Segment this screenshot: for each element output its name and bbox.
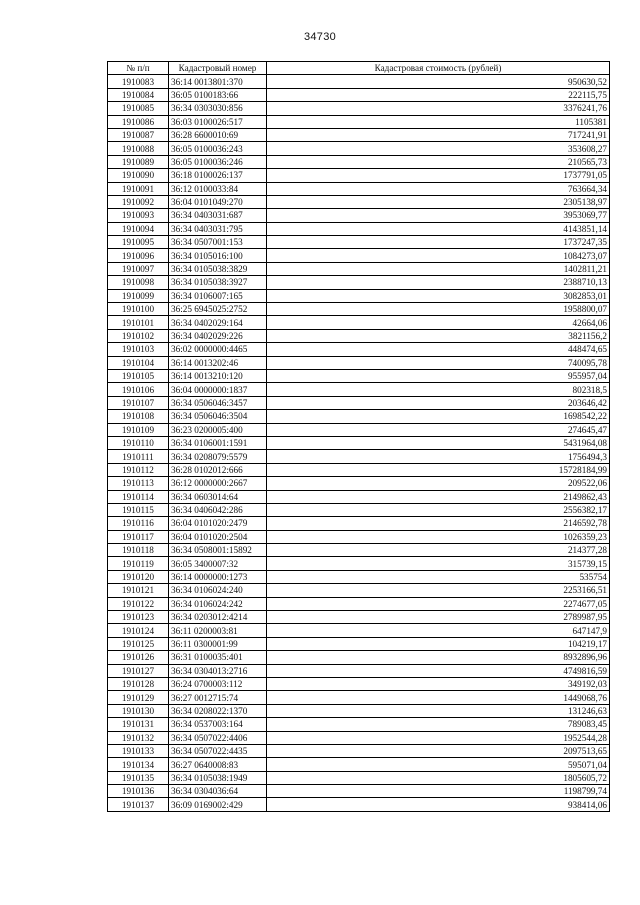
cadastral-value-cell: 2097513,65: [267, 744, 610, 757]
cadastral-value-cell: 315739,15: [267, 557, 610, 570]
row-number-cell: 1910110: [108, 436, 169, 449]
table-row: [108, 704, 610, 717]
row-number-cell: 1910089: [108, 155, 169, 168]
cadastral-value-cell: 1084273,07: [267, 249, 610, 262]
cadastral-number-cell: 36:34 0304036:64: [169, 785, 267, 798]
table-row: [108, 303, 610, 316]
row-number-cell: 1910103: [108, 343, 169, 356]
table-row: [108, 410, 610, 423]
row-number-cell: 1910128: [108, 677, 169, 690]
cadastral-value-cell: 1737791,05: [267, 169, 610, 182]
cadastral-value-cell: 209522,06: [267, 477, 610, 490]
cadastral-number-cell: 36:02 0000000:4465: [169, 343, 267, 356]
cadastral-value-cell: 717241,91: [267, 128, 610, 141]
cadastral-number-cell: 36:27 0012715:74: [169, 691, 267, 704]
cadastral-value-cell: 1026359,23: [267, 530, 610, 543]
row-number-cell: 1910116: [108, 517, 169, 530]
cadastral-number-cell: 36:24 0700003:112: [169, 677, 267, 690]
cadastral-number-cell: 36:14 0013801:370: [169, 75, 267, 88]
table-row: [108, 691, 610, 704]
cadastral-number-cell: 36:34 0403031:687: [169, 209, 267, 222]
row-number-cell: 1910111: [108, 450, 169, 463]
cadastral-number-cell: 36:04 0101020:2504: [169, 530, 267, 543]
table-row: [108, 155, 610, 168]
row-number-cell: 1910098: [108, 276, 169, 289]
table-row: [108, 209, 610, 222]
table-row: [108, 88, 610, 101]
row-number-cell: 1910118: [108, 544, 169, 557]
cadastral-value-cell: 2274677,05: [267, 597, 610, 610]
row-number-cell: 1910083: [108, 75, 169, 88]
row-number-cell: 1910122: [108, 597, 169, 610]
header-cadastral-number: Кадастровый номер: [169, 62, 267, 75]
cadastral-value-cell: 955957,04: [267, 369, 610, 382]
cadastral-number-cell: 36:05 0100183:66: [169, 88, 267, 101]
row-number-cell: 1910127: [108, 664, 169, 677]
table-row: [108, 758, 610, 771]
table-row: [108, 396, 610, 409]
cadastral-value-cell: 2556382,17: [267, 503, 610, 516]
row-number-cell: 1910096: [108, 249, 169, 262]
row-number-cell: 1910119: [108, 557, 169, 570]
table-row: [108, 316, 610, 329]
cadastral-value-cell: 131246,63: [267, 704, 610, 717]
row-number-cell: 1910085: [108, 102, 169, 115]
cadastral-number-cell: 36:34 0402029:164: [169, 316, 267, 329]
cadastral-value-cell: 2253166,51: [267, 584, 610, 597]
table-row: [108, 611, 610, 624]
row-number-cell: 1910088: [108, 142, 169, 155]
table-row: [108, 557, 610, 570]
cadastral-number-cell: 36:28 6600010:69: [169, 128, 267, 141]
table-row: [108, 423, 610, 436]
table-row: [108, 75, 610, 88]
row-number-cell: 1910097: [108, 262, 169, 275]
cadastral-value-cell: 104219,17: [267, 637, 610, 650]
cadastral-value-cell: 1756494,3: [267, 450, 610, 463]
cadastral-number-cell: 36:34 0105038:3829: [169, 262, 267, 275]
row-number-cell: 1910121: [108, 584, 169, 597]
cadastral-number-cell: 36:11 0200003:81: [169, 624, 267, 637]
cadastral-value-cell: 950630,52: [267, 75, 610, 88]
table-row: [108, 624, 610, 637]
cadastral-number-cell: 36:12 0000000:2667: [169, 477, 267, 490]
row-number-cell: 1910095: [108, 236, 169, 249]
cadastral-number-cell: 36:34 0105038:1949: [169, 771, 267, 784]
cadastral-number-cell: 36:04 0101049:270: [169, 195, 267, 208]
row-number-cell: 1910087: [108, 128, 169, 141]
row-number-cell: 1910109: [108, 423, 169, 436]
table-row: [108, 169, 610, 182]
table-row: [108, 249, 610, 262]
cadastral-value-cell: 42664,06: [267, 316, 610, 329]
cadastral-number-cell: 36:34 0106024:240: [169, 584, 267, 597]
table-row: [108, 236, 610, 249]
row-number-cell: 1910092: [108, 195, 169, 208]
row-number-cell: 1910125: [108, 637, 169, 650]
table-header-row: [108, 62, 610, 75]
cadastral-value-cell: 349192,03: [267, 677, 610, 690]
table-row: [108, 637, 610, 650]
cadastral-value-cell: 203646,42: [267, 396, 610, 409]
cadastral-value-cell: 214377,28: [267, 544, 610, 557]
table-row: [108, 463, 610, 476]
cadastral-number-cell: 36:34 0506046:3504: [169, 410, 267, 423]
table-row: [108, 450, 610, 463]
row-number-cell: 1910132: [108, 731, 169, 744]
row-number-cell: 1910123: [108, 611, 169, 624]
cadastral-number-cell: 36:34 0507022:4435: [169, 744, 267, 757]
cadastral-value-cell: 595071,04: [267, 758, 610, 771]
table-row: [108, 436, 610, 449]
row-number-cell: 1910107: [108, 396, 169, 409]
cadastral-value-cell: 802318,5: [267, 383, 610, 396]
cadastral-number-cell: 36:25 6945025:2752: [169, 303, 267, 316]
cadastral-value-cell: 1737247,35: [267, 236, 610, 249]
cadastral-value-cell: 1805605,72: [267, 771, 610, 784]
cadastral-number-cell: 36:18 0100026:137: [169, 169, 267, 182]
cadastral-number-cell: 36:34 0105016:100: [169, 249, 267, 262]
cadastral-value-cell: 1952544,28: [267, 731, 610, 744]
cadastral-value-cell: 353608,27: [267, 142, 610, 155]
row-number-cell: 1910133: [108, 744, 169, 757]
table-row: [108, 798, 610, 811]
cadastral-number-cell: 36:34 0508001:15892: [169, 544, 267, 557]
table-row: [108, 222, 610, 235]
cadastral-value-cell: 789083,45: [267, 718, 610, 731]
row-number-cell: 1910135: [108, 771, 169, 784]
cadastral-number-cell: 36:34 0603014:64: [169, 490, 267, 503]
table-row: [108, 195, 610, 208]
row-number-cell: 1910084: [108, 88, 169, 101]
cadastral-number-cell: 36:28 0102012:666: [169, 463, 267, 476]
row-number-cell: 1910093: [108, 209, 169, 222]
row-number-cell: 1910086: [108, 115, 169, 128]
row-number-cell: 1910120: [108, 570, 169, 583]
page-number: 34730: [303, 31, 337, 43]
cadastral-value-cell: 4143851,14: [267, 222, 610, 235]
cadastral-number-cell: 36:34 0406042:286: [169, 503, 267, 516]
cadastral-number-cell: 36:34 0106001:1591: [169, 436, 267, 449]
cadastral-value-cell: 3821156,2: [267, 329, 610, 342]
cadastral-number-cell: 36:31 0100035:401: [169, 651, 267, 664]
table-row: [108, 329, 610, 342]
cadastral-number-cell: 36:03 0100026:517: [169, 115, 267, 128]
table-row: [108, 731, 610, 744]
row-number-cell: 1910094: [108, 222, 169, 235]
row-number-cell: 1910137: [108, 798, 169, 811]
table-row: [108, 383, 610, 396]
table-row: [108, 289, 610, 302]
cadastral-number-cell: 36:34 0537003:164: [169, 718, 267, 731]
cadastral-number-cell: 36:14 0013210:120: [169, 369, 267, 382]
cadastral-value-cell: 1698542,22: [267, 410, 610, 423]
cadastral-value-cell: 2149862,43: [267, 490, 610, 503]
cadastral-number-cell: 36:34 0304013:2716: [169, 664, 267, 677]
cadastral-value-cell: 1449068,76: [267, 691, 610, 704]
cadastral-number-cell: 36:04 0000000:1837: [169, 383, 267, 396]
table-row: [108, 664, 610, 677]
table-row: [108, 262, 610, 275]
row-number-cell: 1910108: [108, 410, 169, 423]
cadastral-number-cell: 36:12 0100033:84: [169, 182, 267, 195]
cadastral-value-cell: 535754: [267, 570, 610, 583]
cadastral-value-cell: 3953069,77: [267, 209, 610, 222]
cadastral-number-cell: 36:05 0100036:243: [169, 142, 267, 155]
row-number-cell: 1910124: [108, 624, 169, 637]
table-row: [108, 356, 610, 369]
cadastral-number-cell: 36:34 0106024:242: [169, 597, 267, 610]
cadastral-value-cell: 8932896,96: [267, 651, 610, 664]
cadastral-value-cell: 2789987,95: [267, 611, 610, 624]
cadastral-number-cell: 36:34 0208022:1370: [169, 704, 267, 717]
cadastral-number-cell: 36:34 0203012:4214: [169, 611, 267, 624]
table-row: [108, 544, 610, 557]
table-row: [108, 570, 610, 583]
cadastral-value-cell: 2388710,13: [267, 276, 610, 289]
table-row: [108, 182, 610, 195]
cadastral-number-cell: 36:34 0506046:3457: [169, 396, 267, 409]
cadastral-number-cell: 36:11 0300001:99: [169, 637, 267, 650]
row-number-cell: 1910099: [108, 289, 169, 302]
cadastral-value-cell: 763664,34: [267, 182, 610, 195]
table-row: [108, 718, 610, 731]
table-row: [108, 343, 610, 356]
cadastral-number-cell: 36:09 0169002:429: [169, 798, 267, 811]
row-number-cell: 1910091: [108, 182, 169, 195]
cadastral-value-cell: 2146592,78: [267, 517, 610, 530]
cadastral-value-cell: 222115,75: [267, 88, 610, 101]
row-number-cell: 1910112: [108, 463, 169, 476]
row-number-cell: 1910136: [108, 785, 169, 798]
table-row: [108, 503, 610, 516]
cadastral-value-cell: 938414,06: [267, 798, 610, 811]
cadastral-number-cell: 36:34 0402029:226: [169, 329, 267, 342]
table-row: [108, 477, 610, 490]
cadastral-value-cell: 3376241,76: [267, 102, 610, 115]
row-number-cell: 1910130: [108, 704, 169, 717]
cadastral-value-cell: 1958800,07: [267, 303, 610, 316]
cadastral-number-cell: 36:04 0101020:2479: [169, 517, 267, 530]
table-row: [108, 369, 610, 382]
table-row: [108, 584, 610, 597]
table-row: [108, 102, 610, 115]
table-row: [108, 517, 610, 530]
cadastral-value-cell: 15728184,99: [267, 463, 610, 476]
cadastral-number-cell: 36:34 0403031:795: [169, 222, 267, 235]
cadastral-value-cell: 647147,9: [267, 624, 610, 637]
row-number-cell: 1910101: [108, 316, 169, 329]
table-row: [108, 490, 610, 503]
table-row: [108, 276, 610, 289]
header-cadastral-value: Кадастровая стоимость (рублей): [267, 62, 610, 75]
cadastral-number-cell: 36:34 0105038:3927: [169, 276, 267, 289]
row-number-cell: 1910134: [108, 758, 169, 771]
table-row: [108, 597, 610, 610]
cadastral-number-cell: 36:05 0100036:246: [169, 155, 267, 168]
cadastral-number-cell: 36:34 0507001:153: [169, 236, 267, 249]
cadastral-number-cell: 36:23 0200005:400: [169, 423, 267, 436]
cadastral-number-cell: 36:27 0640008:83: [169, 758, 267, 771]
row-number-cell: 1910100: [108, 303, 169, 316]
cadastral-value-cell: 4749816,59: [267, 664, 610, 677]
cadastral-number-cell: 36:14 0013202:46: [169, 356, 267, 369]
header-row-number: № п/п: [108, 62, 169, 75]
table-row: [108, 115, 610, 128]
cadastral-value-cell: 210565,73: [267, 155, 610, 168]
table-row: [108, 677, 610, 690]
row-number-cell: 1910102: [108, 329, 169, 342]
row-number-cell: 1910115: [108, 503, 169, 516]
cadastral-number-cell: 36:34 0208079:5579: [169, 450, 267, 463]
cadastral-number-cell: 36:34 0106007:165: [169, 289, 267, 302]
row-number-cell: 1910104: [108, 356, 169, 369]
cadastral-value-cell: 274645,47: [267, 423, 610, 436]
table-row: [108, 771, 610, 784]
table-row: [108, 651, 610, 664]
table-row: [108, 142, 610, 155]
row-number-cell: 1910131: [108, 718, 169, 731]
table-row: [108, 128, 610, 141]
row-number-cell: 1910126: [108, 651, 169, 664]
cadastral-value-cell: 1402811,21: [267, 262, 610, 275]
cadastral-number-cell: 36:34 0507022:4406: [169, 731, 267, 744]
cadastral-number-cell: 36:14 0000000:1273: [169, 570, 267, 583]
table-row: [108, 530, 610, 543]
row-number-cell: 1910117: [108, 530, 169, 543]
cadastral-value-cell: 5431964,08: [267, 436, 610, 449]
row-number-cell: 1910105: [108, 369, 169, 382]
cadastral-value-cell: 2305138,97: [267, 195, 610, 208]
cadastral-value-cell: 1198799,74: [267, 785, 610, 798]
cadastral-value-cell: 3082853,01: [267, 289, 610, 302]
row-number-cell: 1910113: [108, 477, 169, 490]
table-row: [108, 744, 610, 757]
table-row: [108, 785, 610, 798]
cadastral-value-table: [107, 61, 610, 812]
cadastral-value-cell: 448474,65: [267, 343, 610, 356]
cadastral-number-cell: 36:34 0303030:856: [169, 102, 267, 115]
row-number-cell: 1910106: [108, 383, 169, 396]
cadastral-value-cell: 1105381: [267, 115, 610, 128]
cadastral-number-cell: 36:05 3400007:32: [169, 557, 267, 570]
row-number-cell: 1910129: [108, 691, 169, 704]
cadastral-value-cell: 740095,78: [267, 356, 610, 369]
row-number-cell: 1910114: [108, 490, 169, 503]
row-number-cell: 1910090: [108, 169, 169, 182]
